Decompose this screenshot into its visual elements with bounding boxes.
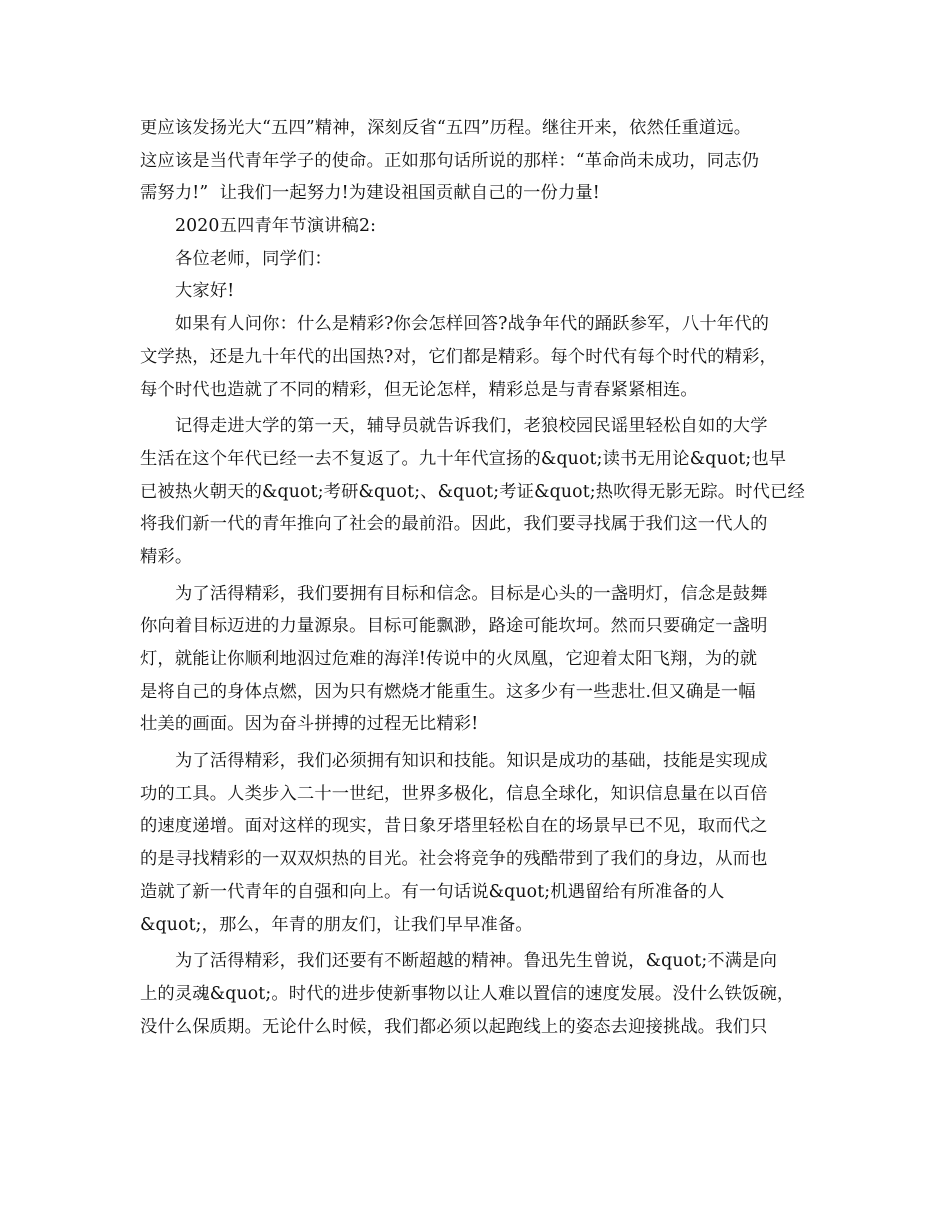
text-line: 大家好! — [175, 281, 235, 302]
text-line: 已被热火朝天的&quot;考研&quot;、&quot;考证&quot;热吹得无影无踪。时代已经 — [140, 481, 805, 502]
text-line: 文学热，还是九十年代的出国热?对，它们都是精彩。每个时代有每个时代的精彩， — [140, 346, 777, 367]
text-line: 的速度递增。面对这样的现实，昔日象牙塔里轻松自在的场景早已不见，取而代之 — [140, 816, 768, 837]
text-line: 2020五四青年节演讲稿2: — [175, 216, 377, 237]
text-line: 各位老师，同学们： — [175, 248, 332, 269]
text-line: 是将自己的身体点燃，因为只有燃烧才能重生。这多少有一些悲壮.但又确是一幅 — [140, 681, 756, 702]
text-line: 为了活得精彩，我们还要有不断超越的精神。鲁迅先生曾说，&quot;不满是向 — [175, 951, 778, 972]
text-line: 将我们新一代的青年推向了社会的最前沿。因此，我们要寻找属于我们这一代人的 — [140, 514, 768, 535]
text-line: 每个时代也造就了不同的精彩，但无论怎样，精彩总是与青春紧紧相连。 — [140, 379, 698, 400]
text-line: 没什么保质期。无论什么时候，我们都必须以起跑线上的姿态去迎接挑战。我们只 — [140, 1016, 768, 1037]
text-line: 你向着目标迈进的力量源泉。目标可能飘渺，路途可能坎坷。然而只要确定一盏明 — [140, 616, 768, 637]
text-line: 更应该发扬光大“五四”精神，深刻反省“五四”历程。继往开来，依然任重道远。 — [140, 118, 752, 138]
text-line: 记得走进大学的第一天，辅导员就告诉我们，老狼校园民谣里轻松自如的大学 — [175, 416, 768, 437]
text-line: 功的工具。人类步入二十一世纪，世界多极化，信息全球化，知识信息量在以百倍 — [140, 783, 768, 804]
text-line: 需努力!” 让我们一起努力!为建设祖国贡献自己的一份力量! — [140, 183, 600, 204]
text-line: 如果有人问你：什么是精彩?你会怎样回答?战争年代的踊跃参军，八十年代的 — [175, 314, 770, 335]
text-line: 为了活得精彩，我们要拥有目标和信念。目标是心头的一盏明灯，信念是鼓舞 — [175, 583, 768, 604]
text-line: 为了活得精彩，我们必须拥有知识和技能。知识是成功的基础，技能是实现成 — [175, 751, 768, 772]
text-line: 这应该是当代青年学子的使命。正如那句话所说的那样：“革命尚未成功，同志仍 — [140, 150, 760, 171]
text-line: 的是寻找精彩的一双双炽热的目光。社会将竞争的残酷带到了我们的身边，从而也 — [140, 849, 768, 870]
text-line: &quot;，那么，年青的朋友们，让我们早早准备。 — [140, 914, 533, 935]
text-line: 精彩。 — [140, 546, 193, 567]
document-body — [140, 112, 830, 1043]
text-line: 造就了新一代青年的自强和向上。有一句话说&quot;机遇留给有所准备的人 — [140, 881, 725, 902]
text-line: 生活在这个年代已经一去不复返了。九十年代宣扬的&quot;读书无用论&quot;也早 — [140, 448, 787, 469]
text-line: 上的灵魂&quot;。时代的进步使新事物以让人难以置信的速度发展。没什么铁饭碗， — [140, 983, 795, 1004]
text-line: 壮美的画面。因为奋斗拼搏的过程无比精彩! — [140, 714, 479, 735]
text-line: 灯，就能让你顺利地泅过危难的海洋!传说中的火凤凰，它迎着太阳飞翔，为的就 — [140, 649, 758, 669]
